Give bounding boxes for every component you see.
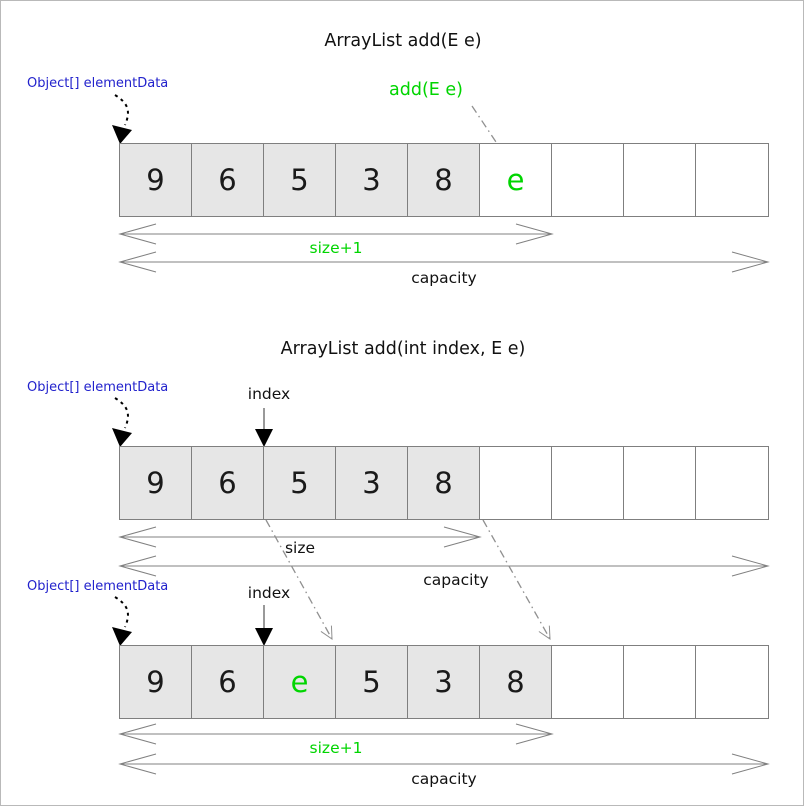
array-cell: 8	[408, 144, 480, 216]
capacity-label: capacity	[411, 269, 477, 287]
array-cell	[552, 144, 624, 216]
array-cell	[696, 144, 768, 216]
element-data-arrow	[115, 95, 128, 125]
array-cell: 5	[264, 447, 336, 519]
array-cell: 8	[480, 646, 552, 718]
size-label: size+1	[309, 239, 363, 257]
array-cell: 6	[192, 646, 264, 718]
array-cell: 9	[120, 646, 192, 718]
element-data-arrowhead	[112, 627, 132, 646]
array-cell: 3	[408, 646, 480, 718]
array-cell	[552, 646, 624, 718]
element-data-arrowhead	[112, 428, 132, 447]
array-cell	[624, 447, 696, 519]
add-method-label: add(E e)	[389, 80, 463, 100]
array-row	[119, 446, 769, 520]
array-cell: 9	[120, 447, 192, 519]
element-data-label: Object[] elementData	[27, 76, 169, 91]
array-row	[119, 645, 769, 719]
size-label: size+1	[309, 739, 363, 757]
section-title: ArrayList add(E e)	[324, 31, 482, 51]
array-cell	[696, 447, 768, 519]
array-cell: 5	[336, 646, 408, 718]
index-arrowhead	[255, 429, 273, 447]
capacity-label: capacity	[423, 571, 489, 589]
section-title: ArrayList add(int index, E e)	[280, 339, 526, 359]
array-cell: 3	[336, 447, 408, 519]
array-cell	[552, 447, 624, 519]
index-label: index	[247, 385, 291, 403]
array-cell: 3	[336, 144, 408, 216]
element-data-arrow	[115, 398, 128, 428]
size-label: size	[284, 539, 316, 557]
array-cell: e	[480, 144, 552, 216]
capacity-label: capacity	[411, 770, 477, 788]
index-label: index	[247, 584, 291, 602]
array-cell	[624, 646, 696, 718]
array-cell: 6	[192, 447, 264, 519]
array-cell: 9	[120, 144, 192, 216]
array-cell: 5	[264, 144, 336, 216]
element-data-arrowhead	[112, 125, 132, 144]
array-cell	[624, 144, 696, 216]
array-cell: 8	[408, 447, 480, 519]
array-cell	[480, 447, 552, 519]
element-data-label: Object[] elementData	[27, 579, 169, 594]
element-data-arrow	[115, 597, 128, 627]
array-cell: 6	[192, 144, 264, 216]
element-data-label: Object[] elementData	[27, 380, 169, 395]
array-cell: e	[264, 646, 336, 718]
array-row	[119, 143, 769, 217]
index-arrowhead	[255, 628, 273, 646]
array-cell	[696, 646, 768, 718]
